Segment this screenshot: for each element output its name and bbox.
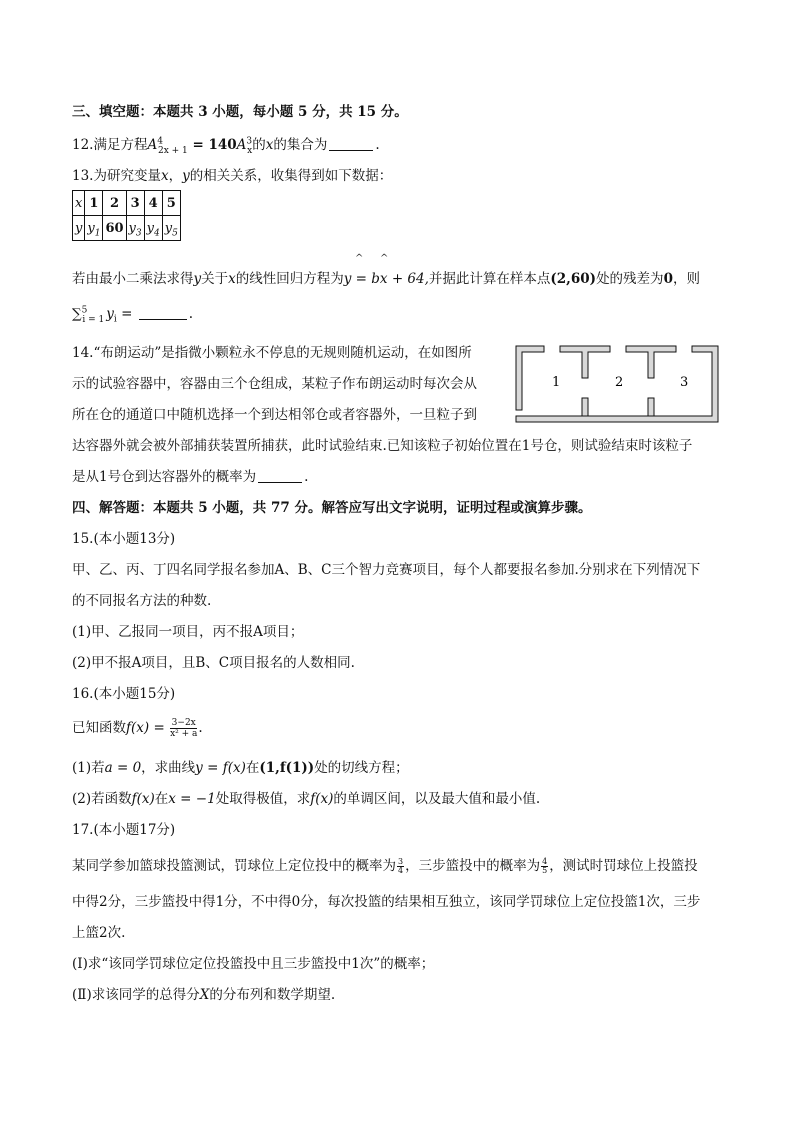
question-15-part2: (2)甲不报A项目，且B、C项目报名的人数相同. [72,655,355,671]
table-cell: 2 [103,191,126,216]
question-14-line2: 示的试验容器中，容器由三个仓组成，某粒子作布朗运动时每次会从 [72,376,477,392]
data-table [72,190,181,241]
question-14-line3: 所在仓的通道口中随机选择一个到达相邻仓或者容器外，一旦粒子到 [72,407,477,423]
question-15-stem2: 的不同报名方法的种数. [72,593,212,609]
question-17-part2: (Ⅱ)求该同学的总得分X的分布列和数学期望. [72,987,336,1003]
table-row-y [73,216,181,241]
question-16-part1: (1)若a = 0，求曲线y = f(x)在(1,f(1))处的切线方程； [72,760,409,776]
question-14-line1: 14.“布朗运动”是指微小颗粒永不停息的无规则随机运动，在如图所 [72,345,472,361]
table-cell: 4 [144,191,162,216]
table-cell: $y_1$ [85,216,103,241]
question-16-part2: (2)若函数f(x)在x = −1处取得极值，求f(x)的单调区间，以及最大值和最小值. [72,791,541,807]
fraction: $\frac{3}{4}$ [398,857,404,875]
table-cell: 5 [162,191,180,216]
container-wall [582,398,588,416]
question-17-part1: (Ⅰ)求“该同学罚球位定位投篮投中且三步篮投中1次”的概率； [72,956,435,972]
question-15-title: 15.(本小题13分) [72,531,176,547]
question-13-stem: 13.为研究变量x，y的相关关系，收集得到如下数据： [72,168,393,184]
answer-blank-13[interactable] [139,305,187,320]
question-14-line4: 达容器外就会被外部捕获装置所捕获，此时试验结束.已知该粒子初始位置在1号仓，则试验结束时该粒子 [72,438,693,454]
chamber-label: 2 [615,375,624,390]
container-wall [516,346,544,410]
hat-mark: ^ [355,253,364,264]
chamber-label: 1 [552,375,561,390]
fraction: $\frac{3-2x}{\text{x² + a}}$ [170,718,198,739]
question-17-title: 17.(本小题17分) [72,822,176,838]
table-cell: 60 [103,216,126,241]
question-17-line1: 某同学参加篮球投篮测试，罚球位上定位投中的概率为 $\frac{3}{4}$ ，三步篮投中的概率为 $\frac{4}{5}$ ，测试时罚球位上投篮投 [72,857,698,875]
container-wall [560,346,610,378]
section3-header: 三、填空题：本题共 3 小题，每小题 5 分，共 15 分。 [72,104,408,120]
question-15-stem1: 甲、乙、丙、丁四名同学报名参加A、B、C三个智力竞赛项目，每个人都要报名参加.分别求在下列情况下 [72,562,701,578]
hat-mark: ^ [380,253,389,264]
answer-blank-12[interactable] [329,136,373,151]
question-16-title: 16.(本小题15分) [72,686,176,702]
question-12: 12.满足方程$A^4_{2x + 1} = 140A^3_x$的x的集合为 . [72,136,380,156]
section4-header: 四、解答题：本题共 5 小题，共 77 分。解答应写出文字说明，证明过程或演算步骤。 [72,500,592,516]
question-15-part1: (1)甲、乙报同一项目，丙不报A项目； [72,624,304,640]
container-wall [648,398,654,416]
answer-blank-14[interactable] [258,468,302,483]
container-wall [626,346,676,378]
brownian-container-diagram [514,344,720,424]
question-17-line3: 上篮2次. [72,925,126,941]
table-cell: $y_3$ [126,216,144,241]
table-cell: y [73,216,85,241]
question-14-line5: 是从1号仓到达容器外的概率为 . [72,469,309,485]
question-17-line2: 中得2分，三步篮投中得1分，不中得0分，每次投篮的结果相互独立，该同学罚球位上定位投篮1次，三步 [72,894,701,910]
table-cell: $y_5$ [162,216,180,241]
table-row-x [73,191,181,216]
question-13-sum: ∑$^5_{i = 1}$ $y_i$ = . [72,305,193,325]
chamber-label: 3 [680,375,689,390]
question-16-stem: 已知函数f(x) = $\frac{3-2x}{\text{x² + a}}$ . [72,718,203,739]
table-cell: 3 [126,191,144,216]
fraction: $\frac{4}{5}$ [542,857,548,875]
question-13-line2: 若由最小二乘法求得y关于x的线性回归方程为y = bx + 64,并据此计算在样本点(2,60)处的残差为0，则 [72,271,700,287]
table-cell: $y_4$ [144,216,162,241]
table-cell: 1 [85,191,103,216]
table-cell: x [73,191,85,216]
